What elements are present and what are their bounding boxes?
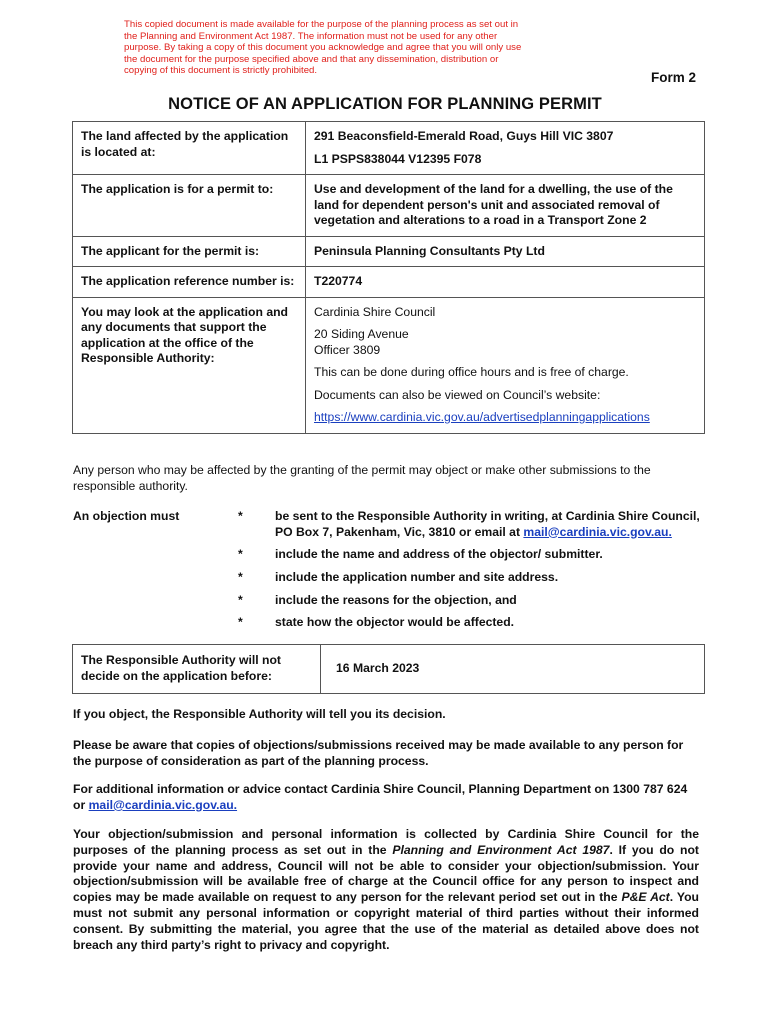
council-address-line1: 20 Siding Avenue	[314, 327, 409, 341]
act-name: Planning and Environment Act 1987	[392, 842, 610, 857]
inspection-label: You may look at the application and any documents that support the application at the office of the Responsible Authority:	[73, 297, 306, 433]
decision-date-label: The Responsible Authority will not decide on the application before:	[73, 645, 321, 694]
copies-notice: Please be aware that copies of objections/submissions received may be made available to any person for the purpose of consideration as part of the planning process.	[73, 738, 684, 768]
privacy-text-part1: Your objection/submission and personal information is collected by Cardinia Shire Council for the purposes of the planning process as set out in the	[73, 827, 699, 857]
objection-item-text: be sent to the Responsible Authority in writing, at Cardinia Shire Council, PO Box 7, Pakenham, Vic, 3810 or email at	[275, 509, 700, 539]
website-link[interactable]: https://www.cardinia.vic.gov.au/advertisedplanningapplications	[314, 410, 650, 424]
decision-date-value: 16 March 2023	[321, 645, 705, 694]
permit-row	[73, 175, 705, 237]
land-label: The land affected by the application is located at:	[73, 122, 306, 175]
land-value	[306, 122, 705, 175]
bullet-star: *	[238, 615, 243, 629]
bullet-star: *	[238, 547, 243, 561]
objection-item-text: include the application number and site address.	[275, 570, 559, 584]
contact-email-link[interactable]: mail@cardinia.vic.gov.au.	[88, 797, 238, 812]
council-name: Cardinia Shire Council	[314, 304, 436, 319]
application-details-table	[72, 121, 705, 434]
privacy-text-part3: . You must not submit any personal information or copyright material of third parties without their informed consent. By submitting the material, you agree that the use of the material as detailed above does not breach any third party’s right to privacy and copyright.	[73, 890, 699, 952]
objection-item-text: include the name and address of the objector/ submitter.	[275, 547, 603, 561]
privacy-text-part2: . If you do not provide your name and address, Council will not be able to consider your objection/submission. Your objection/submission will be available free of charge at the Council office for any person to inspect and copies may be made available on request to any person for the relevant period set out in the	[73, 842, 699, 905]
land-title-reference: L1 PSPS838044 V12395 F078	[314, 151, 482, 166]
form-number: Form 2	[651, 70, 697, 85]
office-hours-note: This can be done during office hours and is free of charge.	[314, 365, 629, 379]
objection-email-link[interactable]: mail@cardinia.vic.gov.au.	[523, 524, 672, 539]
privacy-notice	[73, 827, 699, 953]
objection-item-text: include the reasons for the objection, and	[275, 593, 517, 607]
page-title: NOTICE OF AN APPLICATION FOR PLANNING PERMIT	[168, 95, 602, 113]
contact-notice	[73, 782, 699, 814]
applicant-value: Peninsula Planning Consultants Pty Ltd	[306, 236, 705, 267]
act-short-name: P&E Act	[621, 890, 670, 905]
website-note: Documents can also be viewed on Council’s website:	[314, 387, 601, 402]
bullet-star: *	[238, 593, 243, 607]
applicant-row	[73, 236, 705, 267]
reference-value: T220774	[306, 267, 705, 298]
affected-persons-note: Any person who may be affected by the granting of the permit may object or make other submissions to the responsible authority.	[73, 463, 651, 493]
land-row	[73, 122, 705, 175]
council-address-line2: Officer 3809	[314, 342, 381, 357]
contact-text: For additional information or advice contact Cardinia Shire Council, Planning Department on 1300 787 624 or	[73, 782, 688, 812]
reference-label: The application reference number is:	[73, 267, 306, 298]
bullet-star: *	[238, 570, 243, 584]
copyright-disclaimer: This copied document is made available for the purpose of the planning process as set out in the Planning and Environment Act 1987. The information must not be used for any other purpose. By taking a copy of this document you acknowledge and agree that you will only use the document for the purpose specified above and that any dissemination, distribution or copying of this document is strictly prohibited.	[124, 19, 522, 77]
permit-value: Use and development of the land for a dwelling, the use of the land for dependent person's unit and associated removal of vegetation and alterations to a road in a Transport Zone 2	[306, 175, 705, 237]
decision-date-table	[72, 644, 705, 694]
inspection-row	[73, 297, 705, 433]
objection-label: An objection must	[73, 509, 180, 523]
bullet-star: *	[238, 509, 243, 523]
objection-item-text: state how the objector would be affected.	[275, 615, 515, 629]
inspection-value	[306, 297, 705, 433]
reference-row	[73, 267, 705, 298]
permit-label: The application is for a permit to:	[73, 175, 306, 237]
land-address: 291 Beaconsfield-Emerald Road, Guys Hill VIC 3807	[314, 129, 614, 143]
applicant-label: The applicant for the permit is:	[73, 236, 306, 267]
decision-notice: If you object, the Responsible Authority will tell you its decision.	[73, 707, 446, 721]
